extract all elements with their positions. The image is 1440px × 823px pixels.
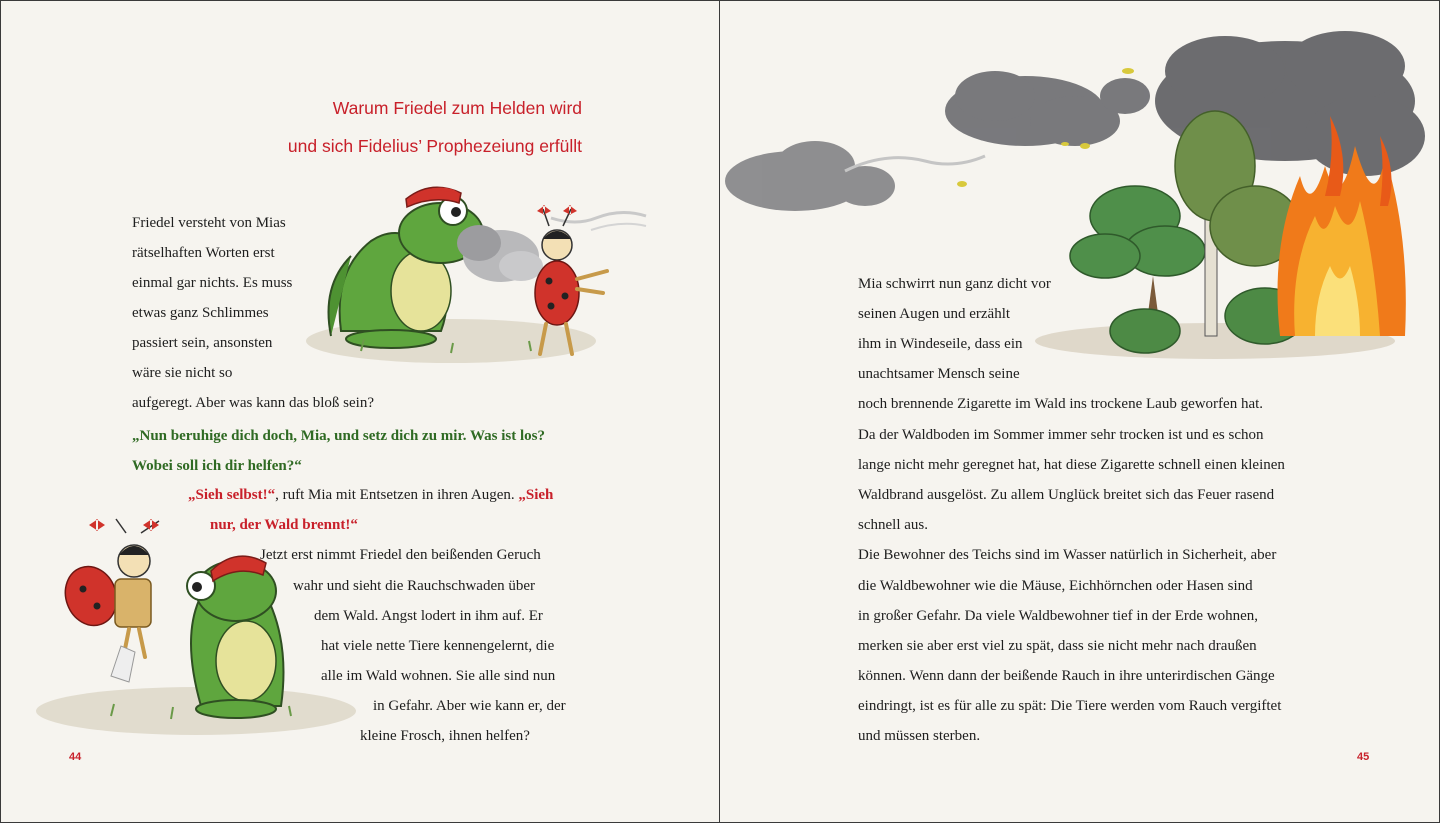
right-text-line-14: können. Wenn dann der beißende Rauch in ihre unterirdischen Gänge — [858, 668, 1275, 684]
mia-exclamation-1: „Sieh selbst!“ — [188, 487, 276, 503]
left-text-line-2: rätselhaften Worten erst — [132, 245, 275, 261]
left-text-line-3: einmal gar nichts. Es muss — [132, 275, 293, 291]
left-text-line-6: wäre sie nicht so — [132, 365, 233, 381]
left-text-line-8: Jetzt erst nimmt Friedel den beißenden Geruch — [260, 547, 541, 563]
mia-speech-line-2: nur, der Wald brennt!“ — [210, 517, 358, 533]
right-text-line-11: die Waldbewohner wie die Mäuse, Eichhörnchen oder Hasen sind — [858, 578, 1253, 594]
frog-speech-line-2: Wobei soll ich dir helfen?“ — [132, 458, 302, 474]
chapter-title-line-1: Warum Friedel zum Helden wird — [332, 98, 582, 118]
right-text-line-12: in großer Gefahr. Da viele Waldbewohner tief in der Erde wohnen, — [858, 608, 1259, 624]
right-text-line-8: Waldbrand ausgelöst. Zu allem Unglück breitet sich das Feuer rasend — [858, 487, 1275, 503]
frog-speech-line-1: „Nun beruhige dich doch, Mia, und setz dich zu mir. Was ist los? — [132, 428, 545, 444]
right-text-line-10: Die Bewohner des Teichs sind im Wasser natürlich in Sicherheit, aber — [858, 547, 1277, 563]
mia-speech-line-1 — [188, 485, 553, 505]
left-text-line-7: aufgeregt. Aber was kann das bloß sein? — [132, 395, 375, 411]
right-text-line-6: Da der Waldboden im Sommer immer sehr trocken ist und es schon — [858, 427, 1264, 443]
right-text-line-5: noch brennende Zigarette im Wald ins trockene Laub geworfen hat. — [858, 396, 1264, 412]
mia-narration: , ruft Mia mit Entsetzen in ihren Augen. — [275, 487, 519, 503]
right-text-line-9: schnell aus. — [858, 517, 928, 533]
mia-exclamation-2: „Sieh — [518, 487, 554, 503]
page-number-left: 44 — [69, 751, 82, 763]
right-text-line-16: und müssen sterben. — [858, 728, 981, 744]
chapter-title-line-2: und sich Fidelius’ Prophezeiung erfüllt — [287, 136, 582, 156]
right-page — [720, 0, 1440, 823]
frog-coughing-smoke-illustration — [301, 181, 651, 371]
right-text-line-4: unachtsamer Mensch seine — [858, 366, 1020, 382]
left-text-line-11: hat viele nette Tiere kennengelernt, die — [321, 638, 555, 654]
left-text-line-5: passiert sein, ansonsten — [132, 335, 273, 351]
chapter-title — [288, 89, 582, 165]
left-text-line-1: Friedel versteht von Mias — [132, 215, 286, 231]
page-number-right: 45 — [1357, 751, 1370, 763]
right-text-line-13: merken sie aber erst viel zu spät, dass sie nicht mehr nach draußen — [858, 638, 1257, 654]
left-text-line-9: wahr und sieht die Rauchschwaden über — [293, 578, 536, 594]
right-text-line-7: lange nicht mehr geregnet hat, hat diese Zigarette schnell einen kleinen — [858, 457, 1285, 473]
left-text-line-14: kleine Frosch, ihnen helfen? — [360, 728, 530, 744]
left-text-line-12: alle im Wald wohnen. Sie alle sind nun — [321, 668, 556, 684]
left-text-line-13: in Gefahr. Aber wie kann er, der — [373, 698, 566, 714]
right-text-line-3: ihm in Windeseile, dass ein — [858, 336, 1023, 352]
left-text-line-10: dem Wald. Angst lodert in ihm auf. Er — [314, 608, 543, 624]
left-text-line-4: etwas ganz Schlimmes — [132, 305, 269, 321]
right-text-line-2: seinen Augen und erzählt — [858, 306, 1011, 322]
right-text-line-15: eindringt, ist es für alle zu spät: Die Tiere werden vom Rauch vergiftet — [858, 698, 1282, 714]
right-text-line-1: Mia schwirrt nun ganz dicht vor — [858, 276, 1051, 292]
forest-fire-smoke-illustration — [725, 26, 1425, 366]
